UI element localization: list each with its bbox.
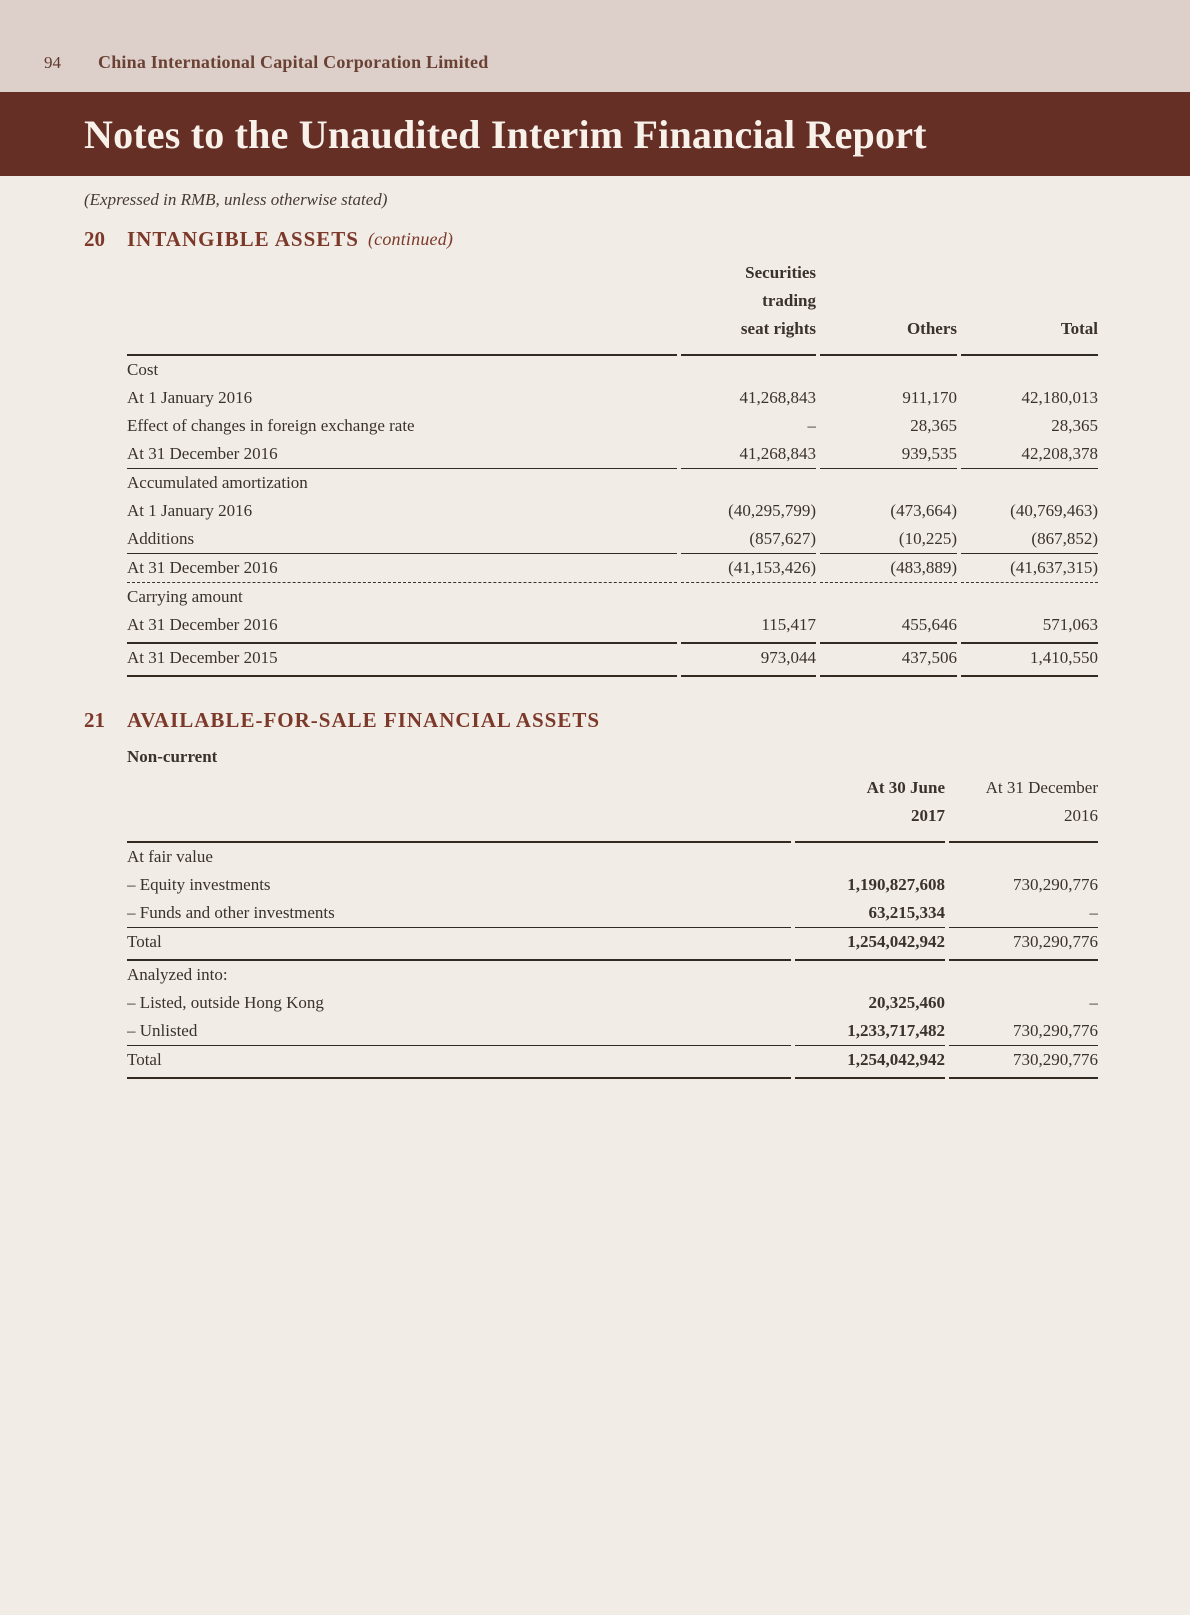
- table2-header-line2: [127, 802, 1098, 843]
- cell-others: 939,535: [820, 440, 957, 469]
- row-label: Additions: [127, 525, 677, 554]
- cell-total: (40,769,463): [1010, 501, 1098, 520]
- row-label: – Equity investments: [127, 875, 271, 894]
- cell-jun-2017: 1,254,042,942: [795, 928, 945, 961]
- col-seat-rights-header: seat rights: [681, 315, 816, 356]
- row-label: Effect of changes in foreign exchange rate: [127, 416, 415, 435]
- table-row-group: [127, 469, 1098, 497]
- cell-jun-2017: 1,190,827,608: [847, 875, 945, 894]
- table-row: [127, 1046, 1098, 1079]
- cell-others: 455,646: [820, 611, 957, 644]
- section-21-heading: [84, 706, 1190, 734]
- cell-total: 42,180,013: [1021, 388, 1098, 407]
- table-row: [127, 899, 1098, 928]
- row-label: Total: [127, 928, 791, 961]
- row-label: At 31 December 2016: [127, 440, 677, 469]
- table-row-group: [127, 961, 1098, 989]
- table2-header-line1: [127, 774, 1098, 802]
- cell-seat-rights: 41,268,843: [739, 388, 816, 407]
- table-row: [127, 554, 1098, 583]
- col-total-header: Total: [961, 315, 1098, 356]
- cell-jun-2017: 20,325,460: [868, 993, 945, 1012]
- table-row: [127, 1017, 1098, 1046]
- group-label: Cost: [127, 360, 159, 379]
- cell-total: (867,852): [961, 525, 1098, 554]
- table1-header-line2: [127, 287, 1098, 315]
- section-20-heading: [84, 225, 1190, 253]
- cell-jun-2017: 63,215,334: [795, 899, 945, 928]
- cell-others: (483,889): [820, 554, 957, 583]
- cell-dec-2016: –: [949, 899, 1098, 928]
- row-label: At 31 December 2015: [127, 644, 677, 677]
- cell-others: (10,225): [820, 525, 957, 554]
- table1-header-line1: [127, 259, 1098, 287]
- table-row: [127, 497, 1098, 525]
- row-label: – Funds and other investments: [127, 899, 791, 928]
- section-21-title: AVAILABLE-FOR-SALE FINANCIAL ASSETS: [127, 708, 601, 732]
- currency-note: (Expressed in RMB, unless otherwise stated): [84, 190, 388, 209]
- cell-others: (473,664): [890, 501, 957, 520]
- cell-others: 28,365: [910, 416, 957, 435]
- table-row-group: [127, 356, 1098, 384]
- cell-total: 42,208,378: [961, 440, 1098, 469]
- group-label: Carrying amount: [127, 587, 243, 606]
- col-2017-header: 2017: [795, 802, 945, 843]
- cell-seat-rights: 973,044: [681, 644, 816, 677]
- col-seat-rights-header: trading: [762, 291, 816, 310]
- row-label: – Listed, outside Hong Kong: [127, 993, 324, 1012]
- cell-seat-rights: (40,295,799): [728, 501, 816, 520]
- cell-jun-2017: 1,233,717,482: [795, 1017, 945, 1046]
- table-row: [127, 989, 1098, 1017]
- cell-others: 911,170: [902, 388, 957, 407]
- row-label: At 1 January 2016: [127, 501, 253, 520]
- cell-seat-rights: (41,153,426): [681, 554, 816, 583]
- intangible-assets-table: [123, 259, 1102, 677]
- table-row: [127, 525, 1098, 554]
- group-label: At fair value: [127, 847, 213, 866]
- cell-total: 1,410,550: [961, 644, 1098, 677]
- cell-dec-2016: 730,290,776: [949, 1046, 1098, 1079]
- group-label: Accumulated amortization: [127, 473, 308, 492]
- cell-dec-2016: –: [1089, 993, 1098, 1012]
- row-label: At 1 January 2016: [127, 388, 253, 407]
- non-current-subheading: Non-current: [127, 747, 218, 766]
- table-row-group: [127, 843, 1098, 871]
- col-2016-header: 2016: [949, 802, 1098, 843]
- col-others-header: Others: [820, 315, 957, 356]
- table-row-group: [127, 583, 1098, 611]
- company-name: China International Capital Corporation Limited: [98, 52, 489, 72]
- table-row: [127, 871, 1098, 899]
- page-number: 94: [44, 53, 61, 72]
- table-row: [127, 928, 1098, 961]
- table-row: [127, 384, 1098, 412]
- cell-seat-rights: (857,627): [681, 525, 816, 554]
- table-row: [127, 611, 1098, 644]
- afs-financial-assets-table: [123, 774, 1102, 1079]
- cell-jun-2017: 1,254,042,942: [795, 1046, 945, 1079]
- section-20-number: 20: [84, 227, 105, 251]
- cell-total: (41,637,315): [961, 554, 1098, 583]
- page-header: [0, 0, 1190, 92]
- col-seat-rights-header: Securities: [745, 263, 816, 282]
- table1-header-line3: [127, 315, 1098, 356]
- cell-total: 28,365: [1051, 416, 1098, 435]
- section-20-title: INTANGIBLE ASSETS: [127, 227, 359, 251]
- col-2016-header: At 31 December: [985, 778, 1098, 797]
- report-title: Notes to the Unaudited Interim Financial Report: [84, 111, 927, 157]
- row-label: At 31 December 2016: [127, 554, 677, 583]
- cell-dec-2016: 730,290,776: [949, 928, 1098, 961]
- cell-seat-rights: 41,268,843: [681, 440, 816, 469]
- section-20-suffix: (continued): [367, 229, 454, 249]
- table-row: [127, 644, 1098, 677]
- cell-dec-2016: 730,290,776: [949, 1017, 1098, 1046]
- table-row: [127, 440, 1098, 469]
- cell-total: 571,063: [961, 611, 1098, 644]
- title-band: [0, 92, 1190, 176]
- group-label: Analyzed into:: [127, 965, 228, 984]
- cell-dec-2016: 730,290,776: [1013, 875, 1098, 894]
- row-label: At 31 December 2016: [127, 611, 677, 644]
- cell-seat-rights: –: [807, 416, 816, 435]
- cell-others: 437,506: [820, 644, 957, 677]
- section-21-number: 21: [84, 708, 105, 732]
- row-label: Total: [127, 1046, 791, 1079]
- cell-seat-rights: 115,417: [681, 611, 816, 644]
- row-label: – Unlisted: [127, 1017, 791, 1046]
- table-row: [127, 412, 1098, 440]
- col-2017-header: At 30 June: [866, 778, 945, 797]
